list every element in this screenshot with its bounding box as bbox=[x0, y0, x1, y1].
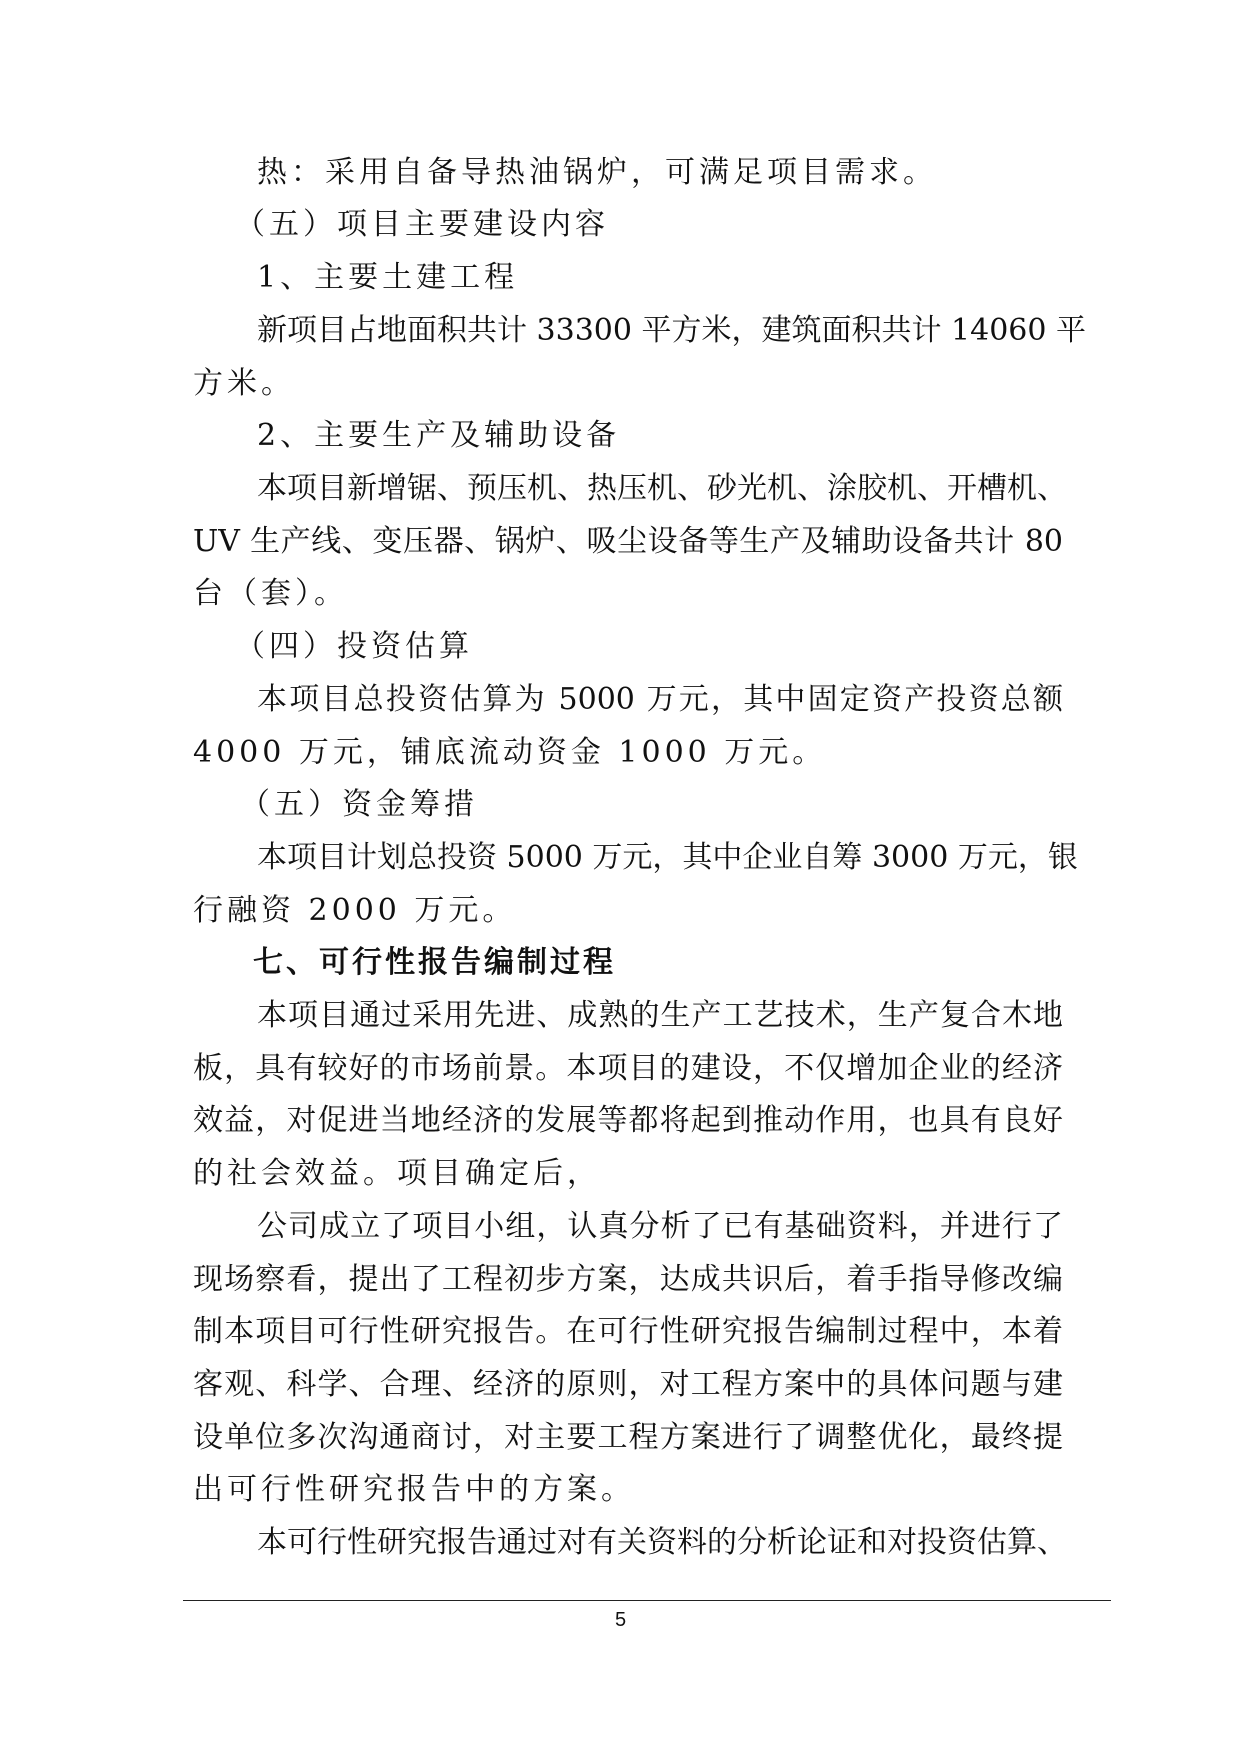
paragraph-funding-continued: 行融资 2000 万元。 bbox=[193, 893, 517, 928]
paragraph-team-line-3: 制本项目可行性研究报告。在可行性研究报告编制过程中，本着 bbox=[193, 1314, 1063, 1349]
section-heading-funding: （五）资金筹措 bbox=[240, 787, 478, 822]
paragraph-team: 公司成立了项目小组，认真分析了已有基础资料，并进行了 bbox=[257, 1209, 1063, 1244]
paragraph-team-line-6: 出可行性研究报告中的方案。 bbox=[193, 1472, 635, 1507]
paragraph-equipment: 本项目新增锯、预压机、热压机、砂光机、涂胶机、开槽机、 bbox=[257, 471, 1067, 506]
paragraph-team-line-5: 设单位多次沟通商讨，对主要工程方案进行了调整优化，最终提 bbox=[193, 1420, 1063, 1455]
paragraph-project-intro: 本项目通过采用先进、成熟的生产工艺技术，生产复合木地 bbox=[257, 998, 1063, 1033]
paragraph-team-line-4: 客观、科学、合理、经济的原则，对工程方案中的具体问题与建 bbox=[193, 1367, 1063, 1402]
section-heading-investment-estimate: （四）投资估算 bbox=[235, 629, 473, 664]
page-number: 5 bbox=[614, 1609, 627, 1631]
paragraph-investment-continued: 4000 万元，铺底流动资金 1000 万元。 bbox=[193, 735, 827, 770]
paragraph-project-intro-line-3: 效益，对促进当地经济的发展等都将起到推动作用，也具有良好 bbox=[193, 1103, 1063, 1138]
paragraph-land-area: 新项目占地面积共计 33300 平方米，建筑面积共计 14060 平 bbox=[257, 313, 1087, 348]
section-heading-construction-content: （五）项目主要建设内容 bbox=[235, 207, 609, 242]
paragraph-report-basis: 本可行性研究报告通过对有关资料的分析论证和对投资估算、 bbox=[257, 1525, 1067, 1560]
chapter-heading-report-process: 七、可行性报告编制过程 bbox=[253, 945, 616, 980]
paragraph-heat-supply: 热：采用自备导热油锅炉，可满足项目需求。 bbox=[257, 155, 937, 190]
subheading-equipment: 2、主要生产及辅助设备 bbox=[257, 418, 621, 453]
paragraph-equipment-end: 台（套）。 bbox=[193, 576, 348, 611]
paragraph-investment: 本项目总投资估算为 5000 万元，其中固定资产投资总额 bbox=[257, 682, 1063, 717]
paragraph-equipment-continued: UV 生产线、变压器、锅炉、吸尘设备等生产及辅助设备共计 80 bbox=[193, 524, 1063, 559]
paragraph-land-area-continued: 方米。 bbox=[193, 366, 295, 401]
subheading-civil-works: 1、主要土建工程 bbox=[257, 260, 519, 295]
footer-divider bbox=[183, 1600, 1111, 1601]
paragraph-project-intro-line-4: 的社会效益。项目确定后， bbox=[193, 1156, 601, 1191]
paragraph-funding: 本项目计划总投资 5000 万元，其中企业自筹 3000 万元，银 bbox=[257, 840, 1078, 875]
paragraph-project-intro-line-2: 板，具有较好的市场前景。本项目的建设，不仅增加企业的经济 bbox=[193, 1051, 1063, 1086]
paragraph-team-line-2: 现场察看，提出了工程初步方案，达成共识后，着手指导修改编 bbox=[193, 1262, 1063, 1297]
